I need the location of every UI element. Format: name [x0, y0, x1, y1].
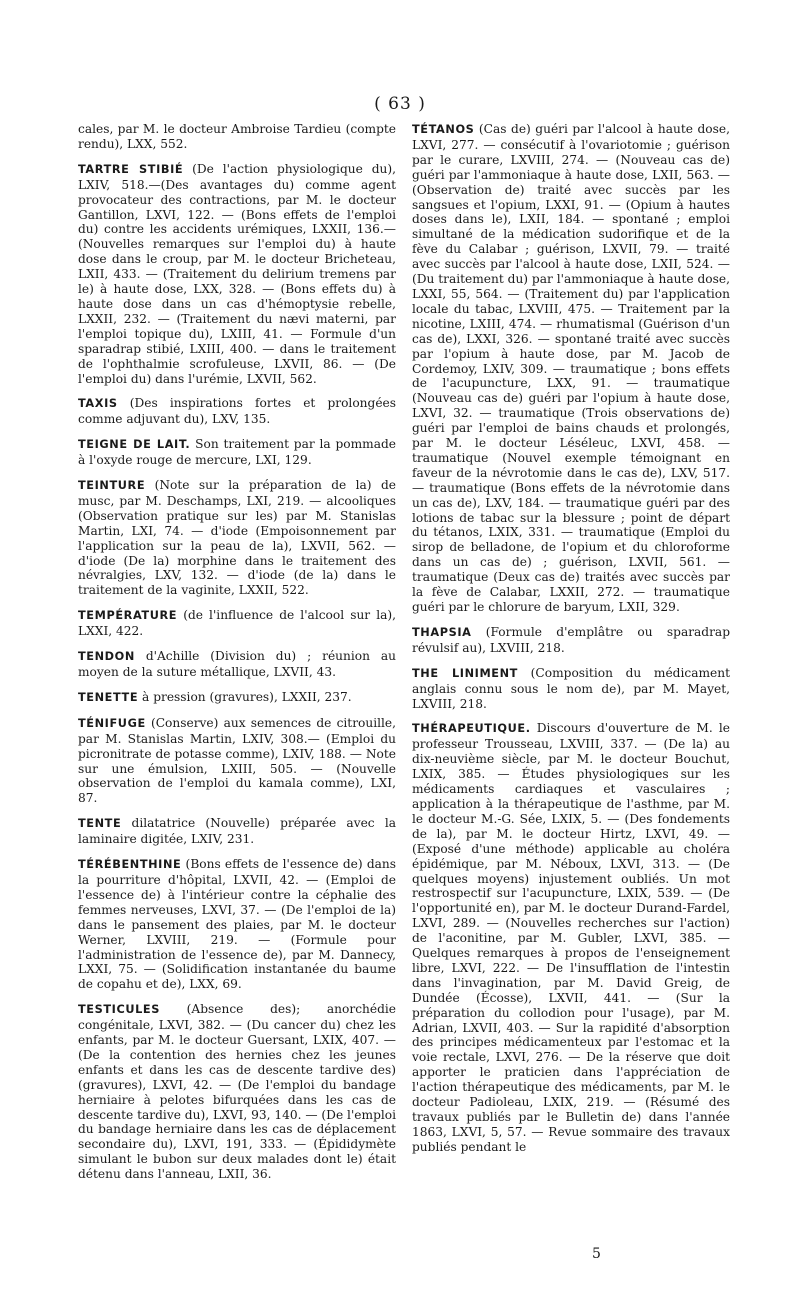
entry-text: (Formule d'emplâtre ou sparadrap révulsif au), LXVIII, 218. — [412, 624, 730, 655]
index-entry — [412, 625, 730, 656]
entry-term: TARTRE STIBIÉ — [78, 162, 184, 176]
entry-term: TESTICULES — [78, 1003, 160, 1017]
index-entry — [412, 666, 730, 712]
index-entry — [78, 1002, 396, 1182]
entry-term: TEINTURE — [78, 479, 146, 493]
entry-term: TEIGNE DE LAIT. — [78, 438, 191, 452]
index-entry — [78, 122, 396, 152]
index-entry — [412, 721, 730, 1154]
entry-term: TEMPÉRATURE — [78, 609, 178, 623]
signature-mark: 5 — [592, 1246, 601, 1262]
entry-text: (Conserve) aux semences de citrouille, par M. Stanislas Martin, LXIV, 308.— (Emploi du picronitrate de potasse comme), LXIV, 188. — Note sur une émulsion, LXIII, 505. — (Nouvelle observation de l'emploi du kamala comme), LXI, 87. — [78, 715, 396, 806]
page-number: ( 63 ) — [374, 94, 426, 114]
index-entry — [78, 816, 396, 847]
right-column — [412, 122, 730, 1165]
index-entry — [78, 608, 396, 639]
entry-text: Discours d'ouverture de M. le professeur Trousseau, LXVIII, 337. — (De la) au dix-neuvième siècle, par M. le docteur Bouchut, LXIX, 385. — Études physiologiques sur les médicaments cardiaques et vasculaires ; application à la thérapeutique de l'asthme, par M. le docteur M.-G. Sée, LXIX, 5. — (Des fondements de la), par M. le docteur Hirtz, LXVI, 49. — (Exposé d'une méthode) applicable au choléra épidémique, par M. Néboux, LXVI, 313. — (De quelques moyens) injustement oubliés. Un mot restrospectif sur l'acupuncture, LXIX, 539. — (De l'opportunité en), par M. le docteur Durand-Fardel, LXVI, 289. — (Nouvelles recherches sur l'action) de l'aconitine, par M. Gubler, LXVI, 385. — Quelques remarques à propos de l'enseignement libre, LXVI, 222. — De l'insufflation de l'intestin dans l'invagination, par M. David Greig, de Dundée (Écosse), LXVII, 441. — (Sur la préparation du collodion pour l'usage), par M. Adrian, LXVII, 403. — Sur la rapidité d'absorption des principes médicamenteux par l'estomac et la voie rectale, LXVI, 276. — De la réserve que doit apporter le praticien dans l'appréciation de l'action thérapeutique des médicaments, par M. le docteur Padioleau, LXIX, 219. — (Résumé des travaux publiés par le Bulletin de) dans l'année 1863, LXVI, 5, 57. — Revue sommaire des travaux publiés pendant le — [412, 721, 730, 1154]
left-column — [78, 122, 396, 1192]
index-entry — [78, 396, 396, 427]
entry-text: (Note sur la préparation de la) de musc, par M. Deschamps, LXI, 219. — alcooliques (Observation pratique sur les) par M. Stanislas Martin, LXI, 74. — d'iode (Empoisonnement par l'application sur la peau de la), LXVII, 562. — d'iode (De la) morphine dans le traitement des névralgies, LXV, 132. — d'iode (de la) dans le traitement de la vaginite, LXXII, 522. — [78, 478, 396, 598]
entry-term: THAPSIA — [412, 625, 472, 639]
index-entry — [78, 162, 396, 387]
entry-text: (Composition du médicament anglais connu sous le nom de), par M. Mayet, LXVIII, 218. — [412, 665, 730, 711]
entry-text: cales, par M. le docteur Ambroise Tardieu (compte rendu), LXX, 552. — [78, 122, 396, 151]
index-entry — [78, 690, 396, 706]
entry-term: TÉRÉBENTHINE — [78, 858, 182, 872]
entry-text: d'Achille (Division du) ; réunion au moyen de la suture métallique, LXVII, 43. — [78, 649, 396, 679]
entry-term: TENTE — [78, 817, 122, 831]
entry-text: (Bons effets de l'essence de) dans la pourriture d'hôpital, LXVII, 42. — (Emploi de l'essence de) à l'intérieur contre la céphalie des femmes nerveuses, LXVI, 37. — (De l'emploi de la) dans le pansement des plaies, par M. le docteur Werner, LXVIII, 219. — (Formule pour l'administration de l'essence de), par M. Dannecy, LXXI, 75. — (Solidification instantanée du baume de copahu et de), LXX, 69. — [78, 857, 396, 992]
entry-text: (Des inspirations fortes et prolongées comme adjuvant du), LXV, 135. — [78, 396, 396, 427]
index-entry — [412, 122, 730, 615]
index-entry — [78, 437, 396, 468]
index-entry — [78, 649, 396, 680]
entry-text: à pression (gravures), LXXII, 237. — [138, 689, 352, 704]
entry-term: TÉNIFUGE — [78, 716, 146, 730]
entry-term: THE LINIMENT — [412, 666, 518, 680]
entry-text: (de l'influence de l'alcool sur la), LXXI, 422. — [78, 608, 396, 639]
index-entry — [78, 478, 396, 598]
entry-text: (De l'action physiologique du), LXIV, 518.—(Des avantages du) comme agent provocateur des contractions, par M. le docteur Gantillon, LXVI, 122. — (Bons effets de l'emploi du) contre les accidents urémiques, LXXII, 136.—(Nouvelles remarques sur l'emploi du) à haute dose dans le croup, par M. le docteur Bricheteau, LXII, 433. — (Traitement du delirium tremens par le) à haute dose, LXX, 328. — (Bons effets du) à haute dose dans un cas d'hémoptysie rebelle, LXXII, 232. — (Traitement du nævi materni, par l'emploi topique du), LXIII, 41. — Formule d'un sparadrap stibié, LXIII, 400. — dans le traitement de l'ophthalmie scrofuleuse, LXVII, 86. — (De l'emploi du) dans l'urémie, LXVII, 562. — [78, 161, 396, 386]
entry-text: (Absence des); anorchédie congénitale, LXVI, 382. — (Du cancer du) chez les enfants, par M. le docteur Guersant, LXIX, 407. — (De la contention des hernies chez les jeunes enfants et dans les cas de descente tardive des) (gravures), LXVI, 42. — (De l'emploi du bandage herniaire à pelotes bifurquées dans les cas de descente tardive du), LXVI, 93, 140. — (De l'emploi du bandage herniaire dans les cas de déplacement secondaire du), LXVI, 191, 333. — (Épididymète simulant le bubon sur deux malades dont le) était détenu dans l'anneau, LXII, 36. — [78, 1002, 396, 1182]
index-entry — [78, 716, 396, 806]
entry-term: THÉRAPEUTIQUE. — [412, 722, 531, 736]
entry-term: TÉTANOS — [412, 123, 475, 136]
entry-text: dilatatrice (Nouvelle) préparée avec la laminaire digitée, LXIV, 231. — [78, 816, 396, 847]
entry-term: TENETTE — [78, 690, 139, 704]
entry-term: TENDON — [78, 650, 135, 664]
entry-text: Son traitement par la pommade à l'oxyde rouge de mercure, LXI, 129. — [78, 437, 396, 468]
entry-text: (Cas de) guéri par l'alcool à haute dose, LXVI, 277. — consécutif à l'ovariotomie ; guérison par le curare, LXVIII, 274. — (Nouveau cas de) guéri par l'ammoniaque à haute dose, LXII, 563. — (Observation de) traité avec succès par les sangsues et l'opium, LXXI, 91. — (Opium à hautes doses dans le), LXII, 184. — spontané ; emploi simultané de la médication sudorifique et de la fève du Calabar ; guérison, LXVII, 79. — traité avec succès par l'alcool à haute dose, LXII, 524. — (Du traitement du) par l'ammoniaque à haute dose, LXXI, 55, 564. — (Traitement du) par l'application locale du tabac, LXVIII, 475. — Traitement par la nicotine, LXIII, 474. — rhumatismal (Guérison d'un cas de), LXXI, 326. — spontané traité avec succès par l'opium à haute dose, par M. Jacob de Cordemoy, LXIV, 309. — traumatique ; bons effets de l'acupuncture, LXX, 91. — traumatique (Nouveau cas de) guéri par l'opium à haute dose, LXVI, 32. — traumatique (Trois observations de) guéri par l'emploi de bains chauds et prolongés, par M. le docteur Léséleuc, LXVI, 458. — traumatique (Nouvel exemple témoignant en faveur de la névrotomie dans le cas de), LXV, 517. — traumatique (Bons effets de la névrotomie dans un cas de), LXV, 184. — traumatique guéri par des lotions de tabac sur la blessure ; point de départ du tétanos, LXIX, 331. — traumatique (Emploi du sirop de belladone, de l'opium et du chloroforme dans un cas de) ; guérison, LXVII, 561. — traumatique (Deux cas de) traités avec succès par la fève de Calabar, LXXII, 272. — traumatique guéri par le chlorure de baryum, LXII, 329. — [412, 122, 730, 614]
entry-term: TAXIS — [78, 397, 118, 411]
index-entry — [78, 857, 396, 992]
